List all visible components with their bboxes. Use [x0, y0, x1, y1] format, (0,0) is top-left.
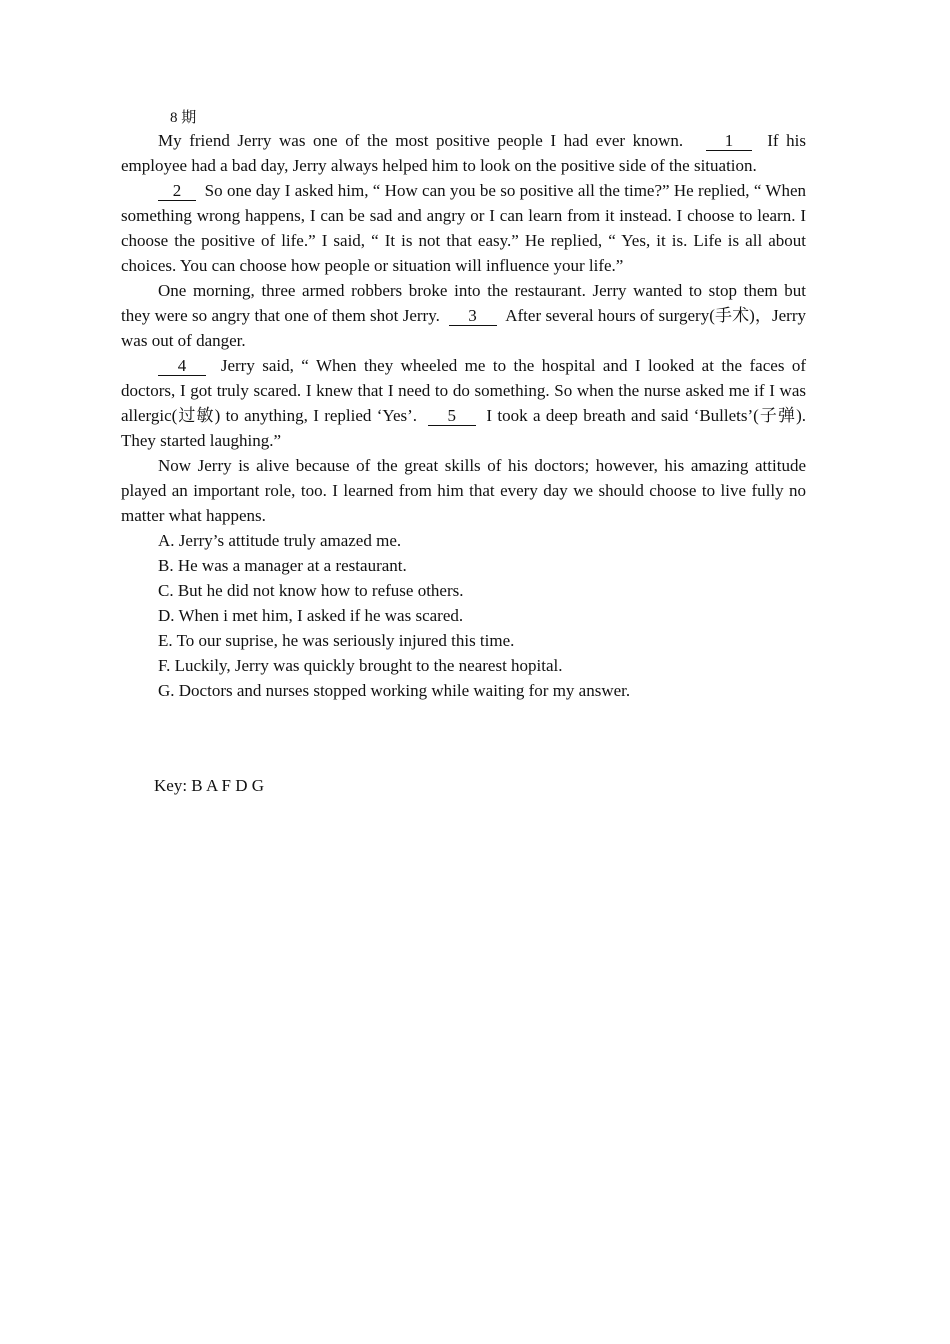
paragraph-text: If his employee had a bad day, Jerry always helped him to look on the positive side of the situation. [121, 131, 807, 175]
paragraph-text: After several hours of surgery(手术)，Jerry was out of danger. [121, 306, 806, 350]
answer-key: Key: B A F D G [154, 776, 265, 795]
blank-3: 3 [449, 306, 497, 326]
paragraph-2 [121, 178, 806, 278]
blank-1: 1 [706, 131, 752, 151]
paragraph-5: Now Jerry is alive because of the great skills of his doctors; however, his amazing attitude played an important role, too. I learned from him that every day we should choose to live fully no matter what happens. [121, 456, 806, 525]
paragraph-text: My friend Jerry was one of the most positive people I had ever known. [158, 131, 684, 150]
blank-2: 2 [158, 181, 196, 201]
option-f: F. Luckily, Jerry was quickly brought to the nearest hopital. [158, 656, 563, 675]
paragraph-text: So one day I asked him, “ How can you be so positive all the time?” He replied, “ When something wrong happens, I can be sad and angry or I can learn from it instead. I choose to learn. I choose the positive of life.” I said, “ It is not that easy.” He replied, “ Yes, it is. Life is all about choices. You can choose how people or situation will influence your life.” [121, 181, 806, 275]
passage [121, 128, 806, 703]
option-b: B. He was a manager at a restaurant. [158, 556, 407, 575]
paragraph-1 [121, 128, 806, 178]
issue-label: 8 期 [170, 110, 197, 126]
paragraph-text: I took a deep breath and said ‘Bullets’(子弹). They started laughing.” [121, 406, 806, 450]
option-c: C. But he did not know how to refuse others. [158, 581, 464, 600]
option-e: E. To our suprise, he was seriously injured this time. [158, 631, 515, 650]
blank-4: 4 [158, 356, 206, 376]
option-g: G. Doctors and nurses stopped working while waiting for my answer. [158, 681, 631, 700]
paragraph-text: One morning, three armed robbers broke into the restaurant. Jerry wanted to stop them but they were so angry that one of them shot Jerry. [121, 281, 806, 325]
option-d: D. When i met him, I asked if he was scared. [158, 606, 464, 625]
blank-5: 5 [428, 406, 476, 426]
option-a: A. Jerry’s attitude truly amazed me. [158, 531, 402, 550]
paragraph-3 [121, 278, 806, 353]
paragraph-text: Jerry said, “ When they wheeled me to the hospital and I looked at the faces of doctors, I got truly scared. I knew that I need to do something. So when the nurse asked me if I was allergic(过敏) to anything, I replied ‘Yes’. [121, 356, 807, 425]
paragraph-4 [121, 353, 806, 453]
